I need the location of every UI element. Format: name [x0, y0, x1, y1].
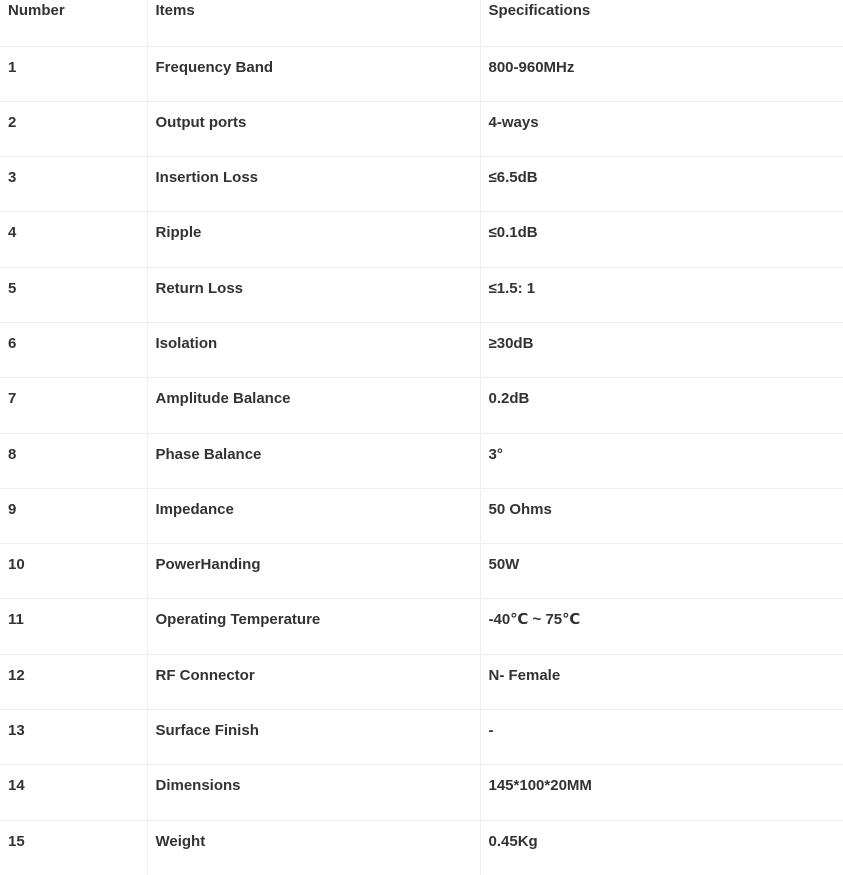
cell-specification: 145*100*20MM — [480, 765, 843, 820]
cell-specification: 0.2dB — [480, 378, 843, 433]
cell-specification: 50 Ohms — [480, 488, 843, 543]
table-row — [0, 378, 843, 433]
cell-item: Isolation — [147, 322, 480, 377]
table-body — [0, 46, 843, 875]
cell-number: 4 — [0, 212, 147, 267]
cell-specification: 0.45Kg — [480, 820, 843, 875]
cell-specification: 3° — [480, 433, 843, 488]
cell-number: 15 — [8, 832, 25, 850]
table-row — [0, 433, 843, 488]
cell-number: 10 — [0, 544, 147, 599]
table-row — [0, 267, 843, 322]
cell-number: 1 — [0, 46, 147, 101]
header-number: Number — [0, 0, 147, 46]
table-row — [0, 488, 843, 543]
cell-specification: 4-ways — [480, 101, 843, 156]
cell-item: Phase Balance — [147, 433, 480, 488]
cell-specification: - — [480, 710, 843, 765]
cell-item: Operating Temperature — [147, 599, 480, 654]
cell-number: 8 — [0, 433, 147, 488]
header-items: Items — [147, 0, 480, 46]
table-row — [0, 544, 843, 599]
table-row — [0, 322, 843, 377]
table-row — [0, 765, 843, 820]
cell-item: Insertion Loss — [147, 157, 480, 212]
header-row — [0, 0, 843, 46]
cell-number: 9 — [0, 488, 147, 543]
cell-item: Ripple — [147, 212, 480, 267]
table-row — [0, 46, 843, 101]
table-row — [0, 654, 843, 709]
header-specifications: Specifications — [480, 0, 843, 46]
table-header — [0, 0, 843, 46]
cell-item: Impedance — [147, 488, 480, 543]
cell-item: PowerHanding — [147, 544, 480, 599]
table-row — [0, 212, 843, 267]
cell-number: 2 — [0, 101, 147, 156]
cell-number: 6 — [0, 322, 147, 377]
cell-specification: ≤1.5: 1 — [480, 267, 843, 322]
cell-item: Frequency Band — [147, 46, 480, 101]
cell-number: 12 — [0, 654, 147, 709]
cell-number: 3 — [0, 157, 147, 212]
cell-item: Return Loss — [147, 267, 480, 322]
cell-specification: ≤0.1dB — [480, 212, 843, 267]
table-row — [0, 710, 843, 765]
table-row — [0, 101, 843, 156]
cell-number: 7 — [0, 378, 147, 433]
cell-item: Amplitude Balance — [147, 378, 480, 433]
table-row — [0, 157, 843, 212]
cell-specification: N- Female — [480, 654, 843, 709]
cell-number: 13 — [0, 710, 147, 765]
cell-item: Surface Finish — [147, 710, 480, 765]
cell-specification: 800-960MHz — [480, 46, 843, 101]
cell-item: Output ports — [147, 101, 480, 156]
cell-number: 14 — [0, 765, 147, 820]
cell-specification: -40℃ ~ 75℃ — [480, 599, 843, 654]
cell-item: Dimensions — [147, 765, 480, 820]
cell-number: 11 — [0, 599, 147, 654]
cell-specification: ≥30dB — [480, 322, 843, 377]
cell-item: Weight — [147, 820, 480, 875]
cell-item: RF Connector — [147, 654, 480, 709]
cell-number: 5 — [0, 267, 147, 322]
table-row — [0, 820, 843, 875]
table-row — [0, 599, 843, 654]
cell-specification: 50W — [480, 544, 843, 599]
cell-specification: ≤6.5dB — [480, 157, 843, 212]
